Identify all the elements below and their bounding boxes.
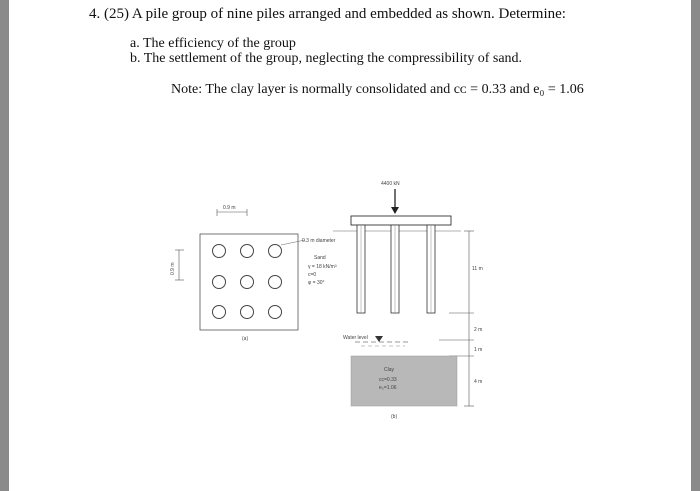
clay-cc-label: cᴄ=0.33 (379, 377, 397, 383)
sand-c-label: c=0 (308, 272, 317, 278)
water-level-symbol (375, 336, 383, 342)
clay-layer (351, 356, 457, 406)
sand-phi-label: φ = 30° (308, 280, 325, 286)
pile-circle (269, 276, 282, 289)
sand-label: Sand (314, 255, 326, 261)
load-arrow-head (391, 207, 399, 214)
note-text: Note: The clay layer is normally consolidated and cᴄ = 0.33 and e₀ = 1.06 (171, 82, 584, 97)
pile-cap (351, 216, 451, 225)
pile-circle (269, 245, 282, 258)
figure-label-a: (a) (242, 336, 249, 342)
clay-e0-label: e₀=1.06 (379, 385, 397, 391)
pile-circle (241, 306, 254, 319)
dim-1m-label: 1 m (474, 347, 483, 353)
pile-length-label: 11 m (472, 266, 483, 272)
figure-label-b: (b) (391, 414, 398, 420)
sand-gamma-label: γ = 18 kN/m³ (308, 264, 337, 270)
pile-cap-outline (200, 234, 298, 330)
part-b: b. The settlement of the group, neglecting the compressibility of sand. (130, 51, 523, 66)
pile-circle (213, 245, 226, 258)
problem-heading: 4. (25) A pile group of nine piles arranged and embedded as shown. Determine: (89, 6, 566, 22)
spacing-side-label: 0.9 m (170, 262, 176, 275)
pile-circle (241, 276, 254, 289)
dim-4m-label: 4 m (474, 379, 483, 385)
pile-circle (213, 276, 226, 289)
dim-2m-label: 2 m (474, 327, 483, 333)
spacing-top-label: 0.9 m (223, 205, 236, 211)
diameter-label: 0.3 m diameter (302, 238, 336, 244)
pile-group-figure (9, 0, 691, 491)
pile-circle (213, 306, 226, 319)
part-a: a. The efficiency of the group (130, 36, 296, 51)
section-view (308, 181, 483, 420)
pile-circle (241, 245, 254, 258)
document-page (9, 0, 691, 491)
clay-label: Clay (384, 367, 395, 373)
water-level-label: Water level (343, 335, 368, 341)
load-label: 4400 kN (381, 181, 400, 187)
pile-circle (269, 306, 282, 319)
